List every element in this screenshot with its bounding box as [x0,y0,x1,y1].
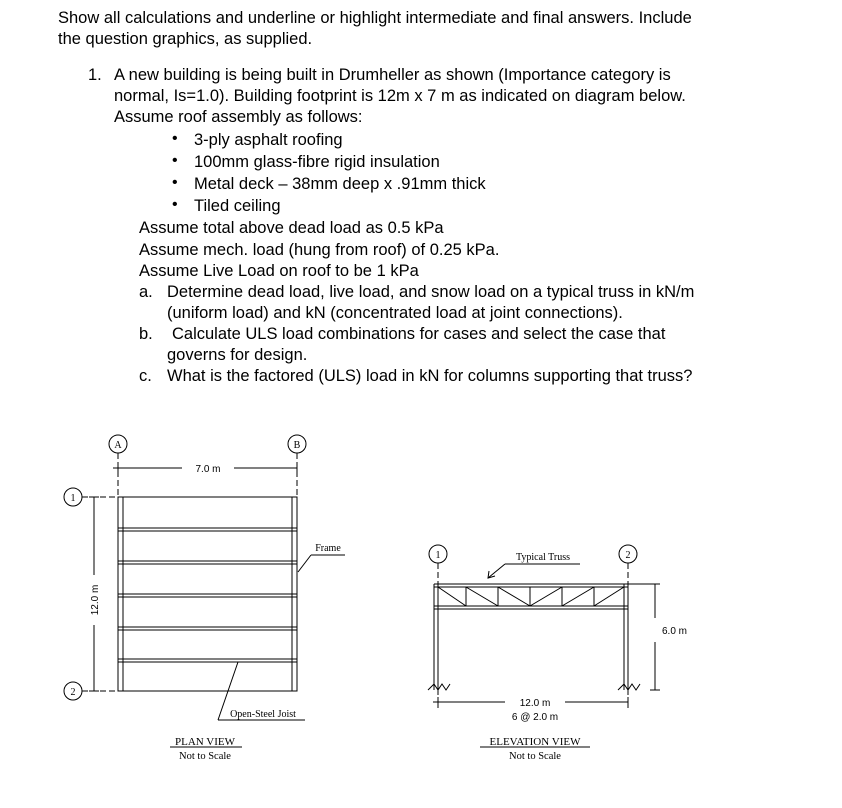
assumption-line: Assume mech. load (hung from roof) of 0.25 kPa. [139,241,500,259]
plan-view-title: PLAN VIEW [175,736,235,748]
part-c-label: c. [139,367,152,385]
grid-label-b: B [293,440,301,451]
spacing-label: 6 @ 2.0 m [511,712,559,723]
joist-label: Open-Steel Joist [230,709,296,720]
bullet-marker: • [172,130,178,147]
question-number: 1. [88,66,102,84]
question-line-1: A new building is being built in Drumheller as shown (Importance category is [114,66,671,84]
ground-hatch-left [428,684,450,690]
elevation-view-title: ELEVATION VIEW [489,736,581,748]
part-a-line-1: Determine dead load, live load, and snow load on a typical truss in kN/m [167,283,695,301]
bullet-marker: • [172,174,178,191]
instruction-line-1: Show all calculations and underline or highlight intermediate and final answers. Include [58,9,692,27]
plan-view [64,435,345,747]
truss-label: Typical Truss [515,552,571,563]
frame-leader [298,555,311,572]
frame-label: Frame [315,543,341,554]
plan-joists [118,528,297,662]
bullet-item: 100mm glass-fibre rigid insulation [194,153,440,171]
question-line-3: Assume roof assembly as follows: [114,108,363,126]
assumption-line: Assume Live Load on roof to be 1 kPa [139,262,419,280]
plan-view-subtitle: Not to Scale [179,751,231,762]
plan-height-label: 12.0 m [90,584,101,616]
elev-grid-label-1: 1 [435,550,441,561]
grid-label-a: A [114,440,122,451]
height-label: 6.0 m [662,626,688,637]
part-a-line-2: (uniform load) and kN (concentrated load at joint connections). [167,304,623,322]
part-a-label: a. [139,283,153,301]
part-c-line-1: What is the factored (ULS) load in kN for columns supporting that truss? [167,367,693,385]
grid-label-2: 2 [70,687,76,698]
truss-leader [488,564,505,578]
grid-label-1: 1 [70,493,76,504]
elev-grid-label-2: 2 [625,550,631,561]
bullet-marker: • [172,152,178,169]
plan-width-label: 7.0 m [195,464,221,475]
bullet-item: Tiled ceiling [194,197,281,215]
bullet-item: Metal deck – 38mm deep x .91mm thick [194,175,486,193]
question-line-2: normal, Is=1.0). Building footprint is 12m x 7 m as indicated on diagram below. [114,87,686,105]
ground-hatch-right [618,684,640,690]
span-label: 12.0 m [519,698,551,709]
elevation-view-subtitle: Not to Scale [509,751,561,762]
bullet-item: 3-ply asphalt roofing [194,131,343,149]
part-b-line-1: Calculate ULS load combinations for cases and select the case that [172,325,666,343]
part-b-label: b. [139,325,153,343]
bullet-marker: • [172,196,178,213]
part-b-line-2: governs for design. [167,346,308,364]
assumption-line: Assume total above dead load as 0.5 kPa [139,219,444,237]
truss [434,584,628,609]
instruction-line-2: the question graphics, as supplied. [58,30,313,48]
